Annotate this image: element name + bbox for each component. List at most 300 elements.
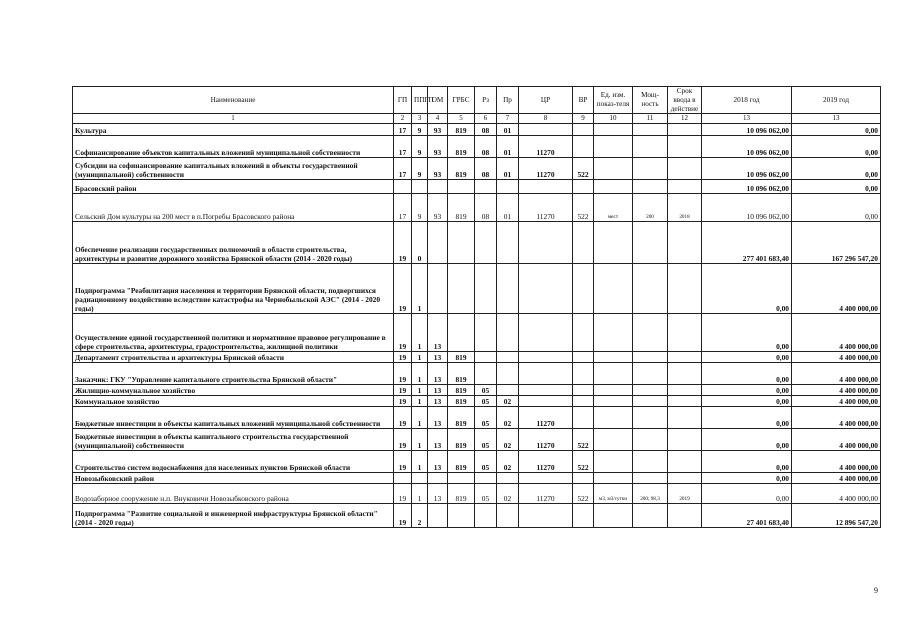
code-cell: [475, 222, 497, 264]
code-cell: [519, 124, 573, 136]
code-cell: [573, 407, 594, 429]
header-cell: ЦР: [519, 87, 573, 114]
row-name: Субсидии на софинансирование капитальных вложений в объекты государственной (муниципальной) собственности: [73, 158, 394, 180]
header-cell: 2018 год: [702, 87, 792, 114]
budget-table: [72, 86, 881, 528]
code-cell: [573, 504, 594, 528]
amount-2018: 0,00: [702, 484, 792, 504]
table-row: [73, 222, 881, 264]
code-cell: 200; 98,3: [633, 484, 668, 504]
code-cell: [497, 363, 519, 385]
amount-2019: 4 400 000,00: [792, 429, 881, 451]
code-cell: [475, 314, 497, 352]
code-cell: 1: [412, 451, 428, 473]
code-cell: [668, 451, 702, 473]
code-cell: 93: [428, 158, 448, 180]
code-cell: [519, 385, 573, 396]
code-cell: 13: [428, 314, 448, 352]
amount-2018: 0,00: [702, 352, 792, 363]
row-name: Строительство систем водоснабжения для населенных пунктов Брянской области: [73, 451, 394, 473]
row-name: Подпрограмма "Реабилитация населения и территории Брянской области, подвергшихся радиационному воздействию вследствие катастрофы на Чернобыльской АЭС" (2014 - 2020 годы): [73, 264, 394, 314]
code-cell: [448, 180, 475, 194]
amount-2018: 27 401 683,40: [702, 504, 792, 528]
code-cell: 93: [428, 194, 448, 222]
code-cell: 11270: [519, 136, 573, 158]
code-cell: 02: [497, 396, 519, 407]
column-number-cell: 6: [475, 114, 497, 124]
row-name: Коммунальное хозяйство: [73, 396, 394, 407]
header-cell: Наименование: [73, 87, 394, 114]
code-cell: 19: [394, 396, 412, 407]
code-cell: 19: [394, 451, 412, 473]
code-cell: [428, 180, 448, 194]
code-cell: [594, 222, 633, 264]
amount-2019: 4 400 000,00: [792, 363, 881, 385]
column-number-cell: 13: [702, 114, 792, 124]
code-cell: 01: [497, 136, 519, 158]
code-cell: [633, 396, 668, 407]
row-name: Брасовский район: [73, 180, 394, 194]
code-cell: [668, 473, 702, 484]
code-cell: 1: [412, 314, 428, 352]
code-cell: [594, 429, 633, 451]
amount-2019: 4 400 000,00: [792, 314, 881, 352]
amount-2019: 12 896 547,20: [792, 504, 881, 528]
code-cell: 02: [497, 484, 519, 504]
code-cell: 13: [428, 385, 448, 396]
code-cell: [594, 407, 633, 429]
amount-2018: 0,00: [702, 264, 792, 314]
code-cell: 05: [475, 396, 497, 407]
code-cell: [633, 264, 668, 314]
code-cell: [668, 363, 702, 385]
table-row: [73, 264, 881, 314]
code-cell: 17: [394, 158, 412, 180]
amount-2018: 0,00: [702, 396, 792, 407]
amount-2019: 4 400 000,00: [792, 451, 881, 473]
column-number-cell: 7: [497, 114, 519, 124]
amount-2018: 10 096 062,00: [702, 194, 792, 222]
code-cell: [519, 473, 573, 484]
code-cell: [633, 407, 668, 429]
code-cell: 819: [448, 385, 475, 396]
code-cell: [448, 314, 475, 352]
row-name: Культура: [73, 124, 394, 136]
code-cell: 9: [412, 194, 428, 222]
code-cell: 19: [394, 352, 412, 363]
code-cell: 17: [394, 124, 412, 136]
amount-2019: 4 400 000,00: [792, 473, 881, 484]
code-cell: [633, 352, 668, 363]
code-cell: [668, 352, 702, 363]
table-row: [73, 352, 881, 363]
amount-2018: 10 096 062,00: [702, 180, 792, 194]
code-cell: [594, 504, 633, 528]
code-cell: [594, 396, 633, 407]
amount-2018: 0,00: [702, 385, 792, 396]
code-cell: 19: [394, 484, 412, 504]
code-cell: [668, 385, 702, 396]
code-cell: [668, 314, 702, 352]
code-cell: 1: [412, 429, 428, 451]
amount-2019: 4 400 000,00: [792, 396, 881, 407]
code-cell: 13: [428, 429, 448, 451]
code-cell: [428, 504, 448, 528]
code-cell: 93: [428, 124, 448, 136]
code-cell: [412, 180, 428, 194]
code-cell: 19: [394, 429, 412, 451]
code-cell: [394, 473, 412, 484]
header-cell: Рз: [475, 87, 497, 114]
code-cell: 05: [475, 385, 497, 396]
amount-2018: 10 096 062,00: [702, 124, 792, 136]
row-name: Осуществление единой государственной политики и нормативное правовое регулирование в сфере строительства, архитектуры, градостроительства, жилищной политики: [73, 314, 394, 352]
code-cell: 11270: [519, 194, 573, 222]
code-cell: [394, 180, 412, 194]
code-cell: [668, 136, 702, 158]
code-cell: [668, 158, 702, 180]
code-cell: [633, 314, 668, 352]
column-number-cell: 5: [448, 114, 475, 124]
code-cell: 1: [412, 385, 428, 396]
code-cell: [448, 504, 475, 528]
code-cell: [428, 222, 448, 264]
code-cell: 11270: [519, 429, 573, 451]
code-cell: 11270: [519, 158, 573, 180]
header-cell: 2019 год: [792, 87, 881, 114]
code-cell: [594, 314, 633, 352]
code-cell: [633, 473, 668, 484]
code-cell: [448, 222, 475, 264]
code-cell: 819: [448, 124, 475, 136]
code-cell: [633, 451, 668, 473]
code-cell: [668, 124, 702, 136]
code-cell: [633, 385, 668, 396]
code-cell: [594, 264, 633, 314]
table-row: [73, 314, 881, 352]
amount-2018: 0,00: [702, 451, 792, 473]
code-cell: 522: [573, 158, 594, 180]
code-cell: [573, 363, 594, 385]
row-name: Софинансирование объектов капитальных вложений муниципальной собственности: [73, 136, 394, 158]
code-cell: 819: [448, 158, 475, 180]
code-cell: 13: [428, 396, 448, 407]
code-cell: 819: [448, 194, 475, 222]
table-row: [73, 484, 881, 504]
code-cell: [594, 473, 633, 484]
code-cell: 1: [412, 396, 428, 407]
header-cell: ВР: [573, 87, 594, 114]
code-cell: [497, 473, 519, 484]
code-cell: [668, 264, 702, 314]
code-cell: [412, 473, 428, 484]
code-cell: [573, 222, 594, 264]
code-cell: 02: [497, 451, 519, 473]
amount-2019: 0,00: [792, 136, 881, 158]
code-cell: [594, 180, 633, 194]
code-cell: [633, 180, 668, 194]
row-name: Департамент строительства и архитектуры Брянской области: [73, 352, 394, 363]
code-cell: [497, 504, 519, 528]
code-cell: 522: [573, 484, 594, 504]
amount-2018: 277 401 683,40: [702, 222, 792, 264]
row-name: Жилищно-коммунальное хозяйство: [73, 385, 394, 396]
column-number-cell: 9: [573, 114, 594, 124]
code-cell: [594, 385, 633, 396]
header-cell: ГРБС: [448, 87, 475, 114]
header-cell: ГП: [394, 87, 412, 114]
column-number-cell: 2: [394, 114, 412, 124]
code-cell: 2018: [668, 194, 702, 222]
code-cell: 13: [428, 451, 448, 473]
code-cell: [633, 222, 668, 264]
amount-2019: 4 400 000,00: [792, 385, 881, 396]
row-name: Бюджетные инвестиции в объекты капитальных вложений муниципальной собственности: [73, 407, 394, 429]
code-cell: 19: [394, 363, 412, 385]
table-row: [73, 124, 881, 136]
code-cell: 11270: [519, 484, 573, 504]
code-cell: 1: [412, 352, 428, 363]
row-name: Подпрограмма "Развитие социальной и инженерной инфраструктуры Брянской области" (2014 - 2020 годы): [73, 504, 394, 528]
table-row: [73, 158, 881, 180]
code-cell: [594, 158, 633, 180]
header-cell: Мощ-ность: [633, 87, 668, 114]
row-name: Бюджетные инвестиции в объекты капитального строительства государственной (муниципальной) собственности: [73, 429, 394, 451]
code-cell: [428, 264, 448, 314]
header-cell: Ед. изм. показ-теля: [594, 87, 633, 114]
code-cell: [497, 180, 519, 194]
code-cell: 13: [428, 352, 448, 363]
row-name: Новозыбковский район: [73, 473, 394, 484]
code-cell: 13: [428, 363, 448, 385]
column-number-cell: 12: [668, 114, 702, 124]
code-cell: 13: [428, 407, 448, 429]
code-cell: 9: [412, 136, 428, 158]
code-cell: [594, 136, 633, 158]
code-cell: [633, 124, 668, 136]
table-row: [73, 385, 881, 396]
code-cell: 819: [448, 136, 475, 158]
code-cell: [519, 396, 573, 407]
code-cell: 1: [412, 407, 428, 429]
row-name: Заказчик: ГКУ "Управление капитального строительства Брянской области": [73, 363, 394, 385]
code-cell: [573, 473, 594, 484]
code-cell: [668, 396, 702, 407]
column-number-cell: 1: [73, 114, 394, 124]
code-cell: 08: [475, 124, 497, 136]
column-number-cell: 4: [428, 114, 448, 124]
table-row: [73, 180, 881, 194]
code-cell: [519, 264, 573, 314]
column-number-row: [73, 114, 881, 124]
code-cell: [668, 407, 702, 429]
code-cell: [475, 473, 497, 484]
code-cell: [594, 363, 633, 385]
column-number-cell: 10: [594, 114, 633, 124]
code-cell: [594, 352, 633, 363]
column-number-cell: 11: [633, 114, 668, 124]
table-row: [73, 363, 881, 385]
code-cell: 819: [448, 484, 475, 504]
code-cell: 819: [448, 396, 475, 407]
code-cell: 01: [497, 194, 519, 222]
page-number: 9: [874, 586, 878, 595]
amount-2019: 0,00: [792, 158, 881, 180]
code-cell: [573, 396, 594, 407]
code-cell: 522: [573, 194, 594, 222]
code-cell: 02: [497, 407, 519, 429]
code-cell: [633, 429, 668, 451]
code-cell: [573, 385, 594, 396]
code-cell: [668, 180, 702, 194]
code-cell: [497, 314, 519, 352]
code-cell: [573, 136, 594, 158]
code-cell: [519, 363, 573, 385]
header-cell: Пр: [497, 87, 519, 114]
table-row: [73, 429, 881, 451]
code-cell: 19: [394, 385, 412, 396]
table-row: [73, 194, 881, 222]
code-cell: 17: [394, 136, 412, 158]
code-cell: 08: [475, 194, 497, 222]
code-cell: [448, 264, 475, 314]
row-name: Водозаборное сооружение н.п. Внуковичи Новозыбковского района: [73, 484, 394, 504]
code-cell: 01: [497, 124, 519, 136]
code-cell: 200: [633, 194, 668, 222]
code-cell: [633, 158, 668, 180]
code-cell: 819: [448, 363, 475, 385]
code-cell: 11270: [519, 451, 573, 473]
code-cell: 1: [412, 264, 428, 314]
code-cell: 08: [475, 158, 497, 180]
code-cell: 05: [475, 429, 497, 451]
code-cell: 0: [412, 222, 428, 264]
code-cell: [519, 504, 573, 528]
row-name: Обеспечение реализации государственных полномочий в области строительства, архитектуры и развитие дорожного хозяйства Брянской области (2014 - 2020 годы): [73, 222, 394, 264]
code-cell: 2: [412, 504, 428, 528]
column-number-cell: 13: [792, 114, 881, 124]
amount-2018: 10 096 062,00: [702, 158, 792, 180]
code-cell: 13: [428, 484, 448, 504]
header-cell: ОМ: [428, 87, 448, 114]
code-cell: 05: [475, 451, 497, 473]
code-cell: 93: [428, 136, 448, 158]
code-cell: 19: [394, 407, 412, 429]
amount-2019: 0,00: [792, 124, 881, 136]
code-cell: 522: [573, 451, 594, 473]
code-cell: [573, 264, 594, 314]
code-cell: [573, 180, 594, 194]
code-cell: 19: [394, 504, 412, 528]
code-cell: 01: [497, 158, 519, 180]
code-cell: [633, 504, 668, 528]
table-row: [73, 396, 881, 407]
amount-2018: 0,00: [702, 407, 792, 429]
code-cell: [594, 124, 633, 136]
code-cell: 19: [394, 314, 412, 352]
code-cell: [475, 363, 497, 385]
table-row: [73, 473, 881, 484]
code-cell: 19: [394, 222, 412, 264]
code-cell: [519, 352, 573, 363]
table-row: [73, 451, 881, 473]
code-cell: [519, 180, 573, 194]
amount-2018: 0,00: [702, 473, 792, 484]
code-cell: 819: [448, 352, 475, 363]
code-cell: 819: [448, 407, 475, 429]
code-cell: 9: [412, 158, 428, 180]
code-cell: [573, 352, 594, 363]
code-cell: 02: [497, 429, 519, 451]
column-number-cell: 8: [519, 114, 573, 124]
code-cell: м3, м3/сутки: [594, 484, 633, 504]
code-cell: 1: [412, 363, 428, 385]
code-cell: [633, 136, 668, 158]
code-cell: [497, 222, 519, 264]
amount-2019: 4 400 000,00: [792, 484, 881, 504]
amount-2019: 4 400 000,00: [792, 352, 881, 363]
column-number-cell: 3: [412, 114, 428, 124]
code-cell: [668, 429, 702, 451]
code-cell: 522: [573, 429, 594, 451]
code-cell: 05: [475, 407, 497, 429]
table-row: [73, 407, 881, 429]
code-cell: 17: [394, 194, 412, 222]
code-cell: [497, 352, 519, 363]
code-cell: [497, 264, 519, 314]
amount-2018: 0,00: [702, 363, 792, 385]
code-cell: [428, 473, 448, 484]
header-row: [73, 87, 881, 114]
amount-2018: 0,00: [702, 314, 792, 352]
header-cell: ППГП: [412, 87, 428, 114]
amount-2018: 10 096 062,00: [702, 136, 792, 158]
amount-2019: 0,00: [792, 180, 881, 194]
code-cell: 2019: [668, 484, 702, 504]
code-cell: 11270: [519, 407, 573, 429]
code-cell: [519, 222, 573, 264]
table-row: [73, 504, 881, 528]
code-cell: [519, 314, 573, 352]
table-row: [73, 136, 881, 158]
code-cell: [668, 222, 702, 264]
code-cell: [573, 124, 594, 136]
code-cell: [633, 363, 668, 385]
code-cell: 19: [394, 264, 412, 314]
amount-2019: 167 296 547,20: [792, 222, 881, 264]
amount-2019: 0,00: [792, 194, 881, 222]
code-cell: [594, 451, 633, 473]
code-cell: [668, 504, 702, 528]
code-cell: мест: [594, 194, 633, 222]
code-cell: 819: [448, 451, 475, 473]
code-cell: 819: [448, 429, 475, 451]
code-cell: [448, 473, 475, 484]
amount-2018: 0,00: [702, 429, 792, 451]
amount-2019: 4 400 000,00: [792, 264, 881, 314]
amount-2019: 4 400 000,00: [792, 407, 881, 429]
code-cell: [475, 352, 497, 363]
row-name: Сельский Дом культуры на 200 мест в п.Погребы Брасовского района: [73, 194, 394, 222]
code-cell: [475, 504, 497, 528]
code-cell: [475, 264, 497, 314]
code-cell: [497, 385, 519, 396]
code-cell: [573, 314, 594, 352]
header-cell: Срок ввода в действие: [668, 87, 702, 114]
code-cell: 08: [475, 136, 497, 158]
code-cell: [475, 180, 497, 194]
code-cell: 1: [412, 484, 428, 504]
